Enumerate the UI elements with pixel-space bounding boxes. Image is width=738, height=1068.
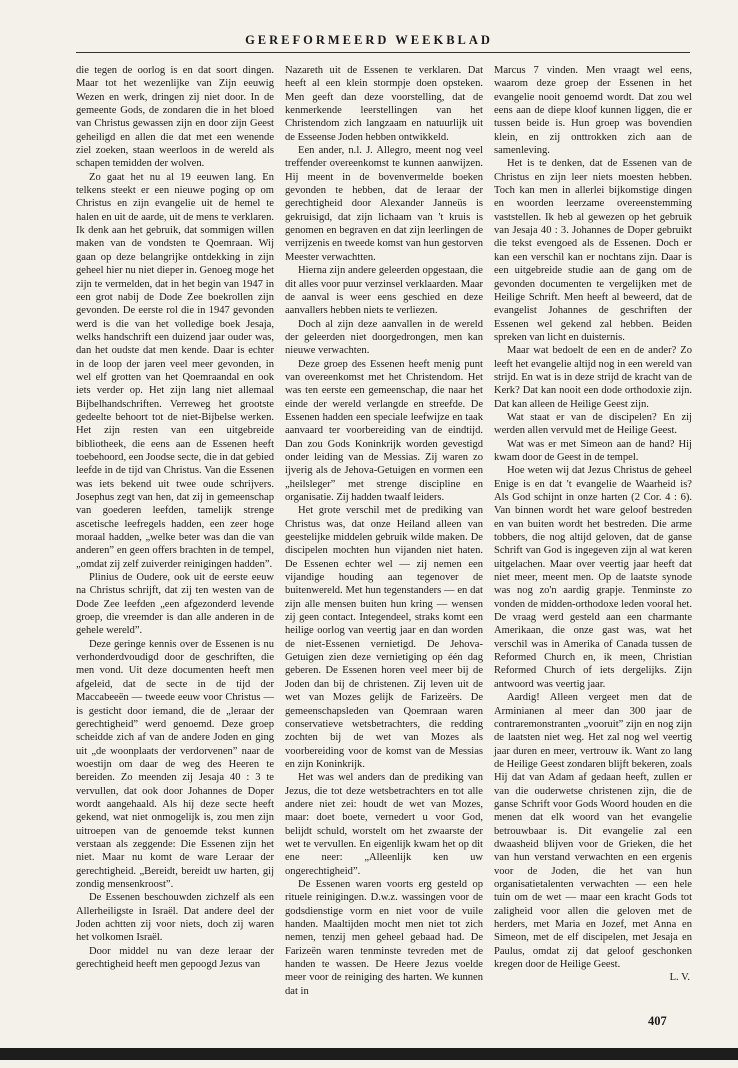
paragraph: Het is te denken, dat de Essenen van de Christus en zijn leer niets moesten hebben. Toch kan men in allerlei bijkomstige dingen en woorden leerzame overeenstemming vaststellen. Ik heb al gewezen op het gebruik van Jesaja 40 : 3. Johannes de Doper gebruikt die tekst evengoed als de Essenen. Doch er kan een verschil kan er nochtans zijn. Daar is een uitgebreide studie aan de gang om de gevonden documenten te vergelijken met de Heilige Schrift. Men heeft al beweerd, dat de evangelist Johannes de geschriften der Essenen wel gekend zal hebben. Beiden spreken van licht en duisternis. [494,158,692,343]
scan-edge-bar [0,1048,738,1060]
paragraph: Maar wat bedoelt de een en de ander? Zo leeft het evangelie altijd nog in een wereld van strijd. En wat is in deze strijd de kracht van de Kerk? Dat kan nooit een dode orthodoxie zijn. Dat kan alleen de Heilige Geest zijn. [494,345,692,410]
paragraph: Hierna zijn andere geleerden opgestaan, die dit alles voor puur verzinsel verklaarden. Maar de aanval is weer eens geschied en deze aanvallers hebben niets te verliezen. [285,265,483,317]
column-3 [494,64,692,985]
paragraph: Plinius de Oudere, ook uit de eerste eeuw na Christus schrijft, dat zij ten westen van de Dode Zee leefden „een afgezonderd levende groep, die vreemder is dan alle anderen in de gehele wereld”. [76,572,274,637]
paragraph: Wat was er met Simeon aan de hand? Hij kwam door de Geest in de tempel. [494,438,692,463]
paragraph: die tegen de oorlog is en dat soort dingen. Maar tot het wezenlijke van Zijn eeuwig Wezen en werk, dringen zij niet door. In de gemeente Gods, de zondaren die in het bloed van Christus gewassen zijn en door zijn Geest geheiligd en allen die dat met een wenende ziel zoeken, staan weerloos in de wereld als schapen temidden der wolven. [76,65,274,170]
header-rule [76,52,690,53]
paragraph: De Essenen beschouwden zichzelf als een Allerheiligste in Israël. Dat andere deel der Joden achtten zij voor niets, doch zij waren het volkomen Israël. [76,892,274,944]
page-header: GEREFORMEERD WEEKBLAD [245,33,493,47]
paragraph: Doch al zijn deze aanvallen in de wereld der geleerden niet doorgedrongen, men kan nieuwe verwachten. [285,318,483,357]
paragraph: Wat staat er van de discipelen? En zij werden allen vervuld met de Heilige Geest. [494,411,692,437]
paragraph: Door middel nu van deze leraar der gerechtigheid heeft men gepoogd Jezus van [76,945,274,971]
paragraph: Deze geringe kennis over de Essenen is nu verhonderdvoudigd door de geschriften, die men vond. Uit deze documenten heeft men afgeleid, dat de secte in de tijd der Maccabeeën — tweede eeuw voor Christus — is gesticht door iemand, die de „leraar der gerechtigheid” werd genoemd. Deze groep scheidde zich af van de andere Joden en ging uit „de woonplaats der verdorvenen” naar de woestijn om daar de weg des Heeren te bereiden. Zo meenden zij Jesaja 40 : 3 te vervullen, dat ook door Johannes de Doper wordt aangehaald. Als hij deze secte heeft gekend, wat niet onmogelijk is, zou men zijn uitroepen van de genoemde tekst kunnen verstaan als zeggende: Die Essenen zijn het niet. Maar nu komt de ware Leraar der gerechtigheid. „Bereidt, bereidt uw harten, gij zondig mensenkroost”. [76,638,274,890]
paragraph: De Essenen waren voorts erg gesteld op rituele reinigingen. D.w.z. wassingen voor de godsdienstige vorm en niet voor de vuile handen. Maaltijden mocht men niet tot zich nemen, tenzij men geheel gebaad had. De Farizeën waren tenminste tevreden met de handen te wassen. De Heere Jezus voelde meer voor de reiniging des harten. We kunnen dat in [285,878,483,997]
author-signature: L. V. [669,972,690,984]
paragraph: Het grote verschil met de prediking van Christus was, dat onze Heiland alleen van geestelijke middelen gebruik wilde maken. De discipelen mochten hun vijanden niet haten. De Essenen echter wel — zij nemen een vijandige houding aan tegenover de buitenwereld. Met hun tegenstanders — en dat zijn alle mensen buiten hun kring — wensen zij geen contact. Integendeel, straks komt een heilige oorlog van veertig jaar en dan worden de niet-Essenen vernietigd. De Jehova-Getuigen zien deze vernietiging op één dag geberen. De Essenen horen veel meer bij de Joden dan bij de christenen. Zij leven uit de wet van Mozes gelijk de Farizeërs. De gemeenschapsleden van Qoemraan waren conservatieve wetsbetrachters, die redding zochten bij de wet van Mozes als voorbereiding voor de komst van de Messias en zijn Koninkrijk. [285,505,483,770]
paragraph: Marcus 7 vinden. Men vraagt wel eens, waarom deze groep der Essenen in het evangelie nooit genoemd wordt. Dat zou wel eens aan de diepe kloof kunnen liggen, die er tussen beide is. Hun groep was bovendien klein, en zij onttrokken zich aan de samenleving. [494,65,692,157]
column-2 [285,64,483,998]
page-number: 407 [648,1014,667,1028]
paragraph: Het was wel anders dan de prediking van Jezus, die tot deze wetsbetrachters en tot alle andere niet zei: houdt de wet van Mozes, maar: doet boete, vernedert u voor God, belijdt schuld, worstelt om het zwaarste der wet te vervullen. En eigenlijk kwam het op dit ene neer: „Alleenlijk ken uw ongerechtigheid”. [285,772,483,877]
paragraph: Zo gaat het nu al 19 eeuwen lang. En telkens steekt er een nieuwe poging op om Christus en zijn evangelie uit de hemel te halen en uit de aarde, uit de mens te verklaren. Ik denk aan het gebruik, dat sommigen willen maken van de vondsten te Qoemraan. Wij gaan op deze belangrijke ontdekking in zijn geheel hier nu niet dieper in. Genoeg moge het zijn te vermelden, dat in het begin van 1947 in een grot nabij de Dode Zee boekrollen zijn gevonden. De eerste rol die in 1947 gevonden werd is die van het volledige boek Jesaja, welks handschrift een duizend jaar ouder was, dan het oudste dat men kende. Daar is echter in de loop der jaren veel meer gevonden, in wel elf grotten van het Qoemraandal en ook iets verder op. Het zijn lang niet allemaal Bijbelhandschriften. Verreweg het grootste gedeelte behoort tot de niet-Bijbelse werken. Het zijn resten van een uitgebreide bibliotheek, die eens aan de Essenen heeft toebehoord, een Joodse secte, die in dat gebied leefde in de tijd van Christus. Van die Essenen was iets bekend uit twee oude schrijvers. Josephus zegt van hen, dat zij in gemeenschap van goederen leefden, tamelijk strenge ascetische leefregels hadden, een zeer hoge moraal hadden, „welke beter was dan die van anderen” en geen offers brachten in de tempel, „omdat zij zelf zuiverder reinigingen hadden”. [76,171,274,570]
paragraph: Deze groep des Essenen heeft menig punt van overeenkomst met het Christendom. Het was ten eerste een gemeenschap, die naar het einde der wereld verlangde en streefde. De Essenen hadden een speciale leefwijze en taak aanvaard ter voorbereiding van de eindtijd. Dan zou Gods Koninkrijk worden gevestigd onder leiding van de Messias. Zij waren zo ijverig als de Jehova-Getuigen en vormen een „heilsleger” met strenge discipline en organisatie. Zij hadden twaalf leiders. [285,358,483,503]
paragraph: Een ander, n.l. J. Allegro, meent nog veel treffender overeenkomst te kunnen aanwijzen. Hij meent in de bovenvermelde boeken gevonden te hebben, dat de leraar der gerechtigheid door Alexander Janneüs is gekruisigd, dat zijn lichaam van 't kruis is genomen en begraven en dat zijn leerlingen de verrijzenis en tweede komst van hun gestorven Meester verwachtten. [285,145,483,263]
paragraph: Hoe weten wij dat Jezus Christus de geheel Enige is en dat 't evangelie de Waarheid is? Als God schijnt in onze harten (2 Cor. 4 : 6). Van binnen wordt het ware geloof bestreden en van buiten wordt het bestreden. Die arme tobbers, die nog altijd geloven, dat de ganse Schrift van God is ingegeven zijn al wat keren uitgelachen. Maar over veertig jaar heeft dat niet meer, meent men. Op de laatste synode was nog zo'n aardig grapje. Tenminste zo vonden de midden-orthodoxe leden vooral het. De vraag werd gesteld aan een charmante Amerikaan, die onze gast was, wat het verschil was in Amerika of Canada tussen de Reformed Church en, ik meen, Christian Reformed Church of iets dergelijks. Zijn antwoord was veertig jaar. [494,465,692,690]
paragraph: Nazareth uit de Essenen te verklaren. Dat heeft al een klein stormpje doen opsteken. Men geeft dan deze voorstelling, dat de kenmerkende leerstellingen van het Christendom zich langzaam en natuurlijk uit de Esseense Joden hebben ontwikkeld. [285,65,483,143]
paragraph: Aardig! Alleen vergeet men dat de Arminianen al meer dan 300 jaar de contraremonstranten „vooruit” zijn en nog zijn de laatsten niet weg. Het zal nog wel veertig jaar duren en meer, vertrouw ik. Want zo lang de Heilige Geest zondaren blijft bekeren, zoals Hij dat van Adam af gedaan heeft, zullen er van die ouderwetse christenen zijn, die de ganse Schrift voor Gods Woord houden en die menen dat elk woord van het evangelie betrouwbaar is. Dit evangelie zal een dwaasheid blijven voor de Grieken, die het van hun verstand verwachten en een ergenis voor de Joden, die het van hun organisatietalenten verwachten — een hele tuin om de wet — maar een kracht Gods tot zaligheid voor allen die geloven met de herders, met Maria en Jozef, met Anna en Simeon, met de elf discipelen, met Jesaja en Paulus, omdat zij dat geloof geschonken kregen door de Heilige Geest. [494,692,692,971]
column-1 [76,64,274,971]
